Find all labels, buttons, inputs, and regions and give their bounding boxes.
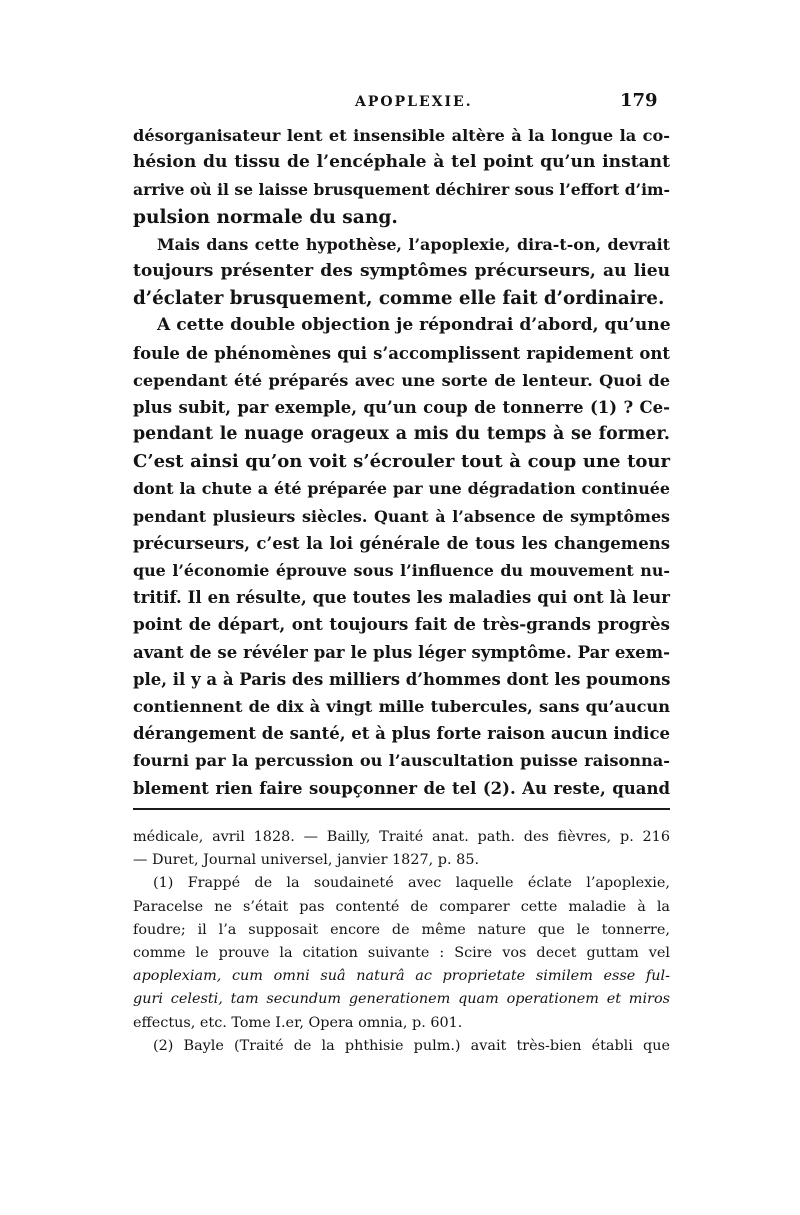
footnote-line: médicale, avril 1828. — Bailly, Traité anat. path. des fièvres, p. 216 bbox=[133, 829, 670, 845]
footnote-line: (2) Bayle (Traité de la phthisie pulm.) avait très-bien établi que bbox=[153, 1037, 670, 1054]
body-text bbox=[133, 122, 670, 802]
body-line: ple, il y a à Paris des milliers d’hommes dont les poumons bbox=[133, 669, 671, 689]
footnote-line: — Duret, Journal universel, janvier 1827, p. 85. bbox=[133, 852, 480, 869]
footnotes bbox=[133, 826, 670, 1058]
page-number: 179 bbox=[620, 90, 658, 111]
body-line: plus subit, par exemple, qu’un coup de tonnerre (1) ? Ce- bbox=[133, 397, 670, 417]
body-line: arrive où il se laisse brusquement déchirer sous l’effort d’im- bbox=[133, 180, 670, 200]
body-line: dont la chute a été préparée par une dégradation continuée bbox=[133, 479, 670, 499]
body-line: pendant plusieurs siècles. Quant à l’absence de symptômes bbox=[133, 506, 670, 526]
body-line: désorganisateur lent et insensible altère à la longue la co- bbox=[133, 126, 670, 145]
body-line: que l’économie éprouve sous l’influence du mouvement nu- bbox=[133, 561, 670, 580]
footnote-separator-rule bbox=[133, 808, 670, 810]
body-line: d’éclater brusquement, comme elle fait d’ordinaire. bbox=[133, 288, 665, 310]
body-line: Mais dans cette hypothèse, l’apoplexie, dira-t-on, devrait bbox=[157, 234, 670, 254]
body-line: avant de se révéler par le plus léger symptôme. Par exem- bbox=[133, 642, 670, 662]
footnote-line: apoplexiam, cum omni suâ naturâ ac proprietate similem esse ful- bbox=[133, 968, 670, 985]
footnote-line: (1) Frappé de la soudaineté avec laquelle éclate l’apoplexie, bbox=[153, 875, 670, 892]
body-line: A cette double objection je répondrai d’abord, qu’une bbox=[157, 315, 671, 336]
footnote-line: effectus, etc. Tome I.er, Opera omnia, p. 601. bbox=[133, 1014, 463, 1031]
body-line: fourni par la percussion ou l’auscultation puisse raisonna- bbox=[133, 751, 670, 771]
running-title: APOPLEXIE. bbox=[355, 94, 473, 110]
body-line: contiennent de dix à vingt mille tubercules, sans qu’aucun bbox=[133, 696, 670, 716]
footnote-line: Paracelse ne s’était pas contenté de comparer cette maladie à la bbox=[133, 898, 670, 915]
footnote-line: foudre; il l’a supposait encore de même nature que le tonnerre, bbox=[133, 921, 670, 938]
footnote-line: comme le prouve la citation suivante : Scire vos decet guttam vel bbox=[133, 944, 670, 961]
body-line: précurseurs, c’est la loi générale de tous les changemens bbox=[133, 533, 670, 553]
body-line: dérangement de santé, et à plus forte raison aucun indice bbox=[133, 724, 670, 744]
body-line: blement rien faire soupçonner de tel (2). Au reste, quand bbox=[133, 778, 670, 798]
footnote-line: guri celesti, tam secundum generationem quam operationem et miros bbox=[133, 991, 670, 1008]
body-line: pulsion normale du sang. bbox=[133, 206, 398, 228]
body-line: pendant le nuage orageux a mis du temps à se former. bbox=[133, 424, 670, 445]
body-line: cependant été préparés avec une sorte de lenteur. Quoi de bbox=[133, 370, 670, 390]
body-line: foule de phénomènes qui s’accomplissent rapidement ont bbox=[133, 343, 670, 363]
body-line: toujours présenter des symptômes précurseurs, au lieu bbox=[133, 260, 670, 281]
body-line: tritif. Il en résulte, que toutes les maladies qui ont là leur bbox=[133, 588, 670, 608]
body-line: point de départ, ont toujours fait de très-grands progrès bbox=[133, 614, 670, 635]
body-line: hésion du tissu de l’encéphale à tel point qu’un instant bbox=[133, 152, 670, 173]
body-line: C’est ainsi qu’on voit s’écrouler tout à coup une tour bbox=[133, 451, 670, 473]
